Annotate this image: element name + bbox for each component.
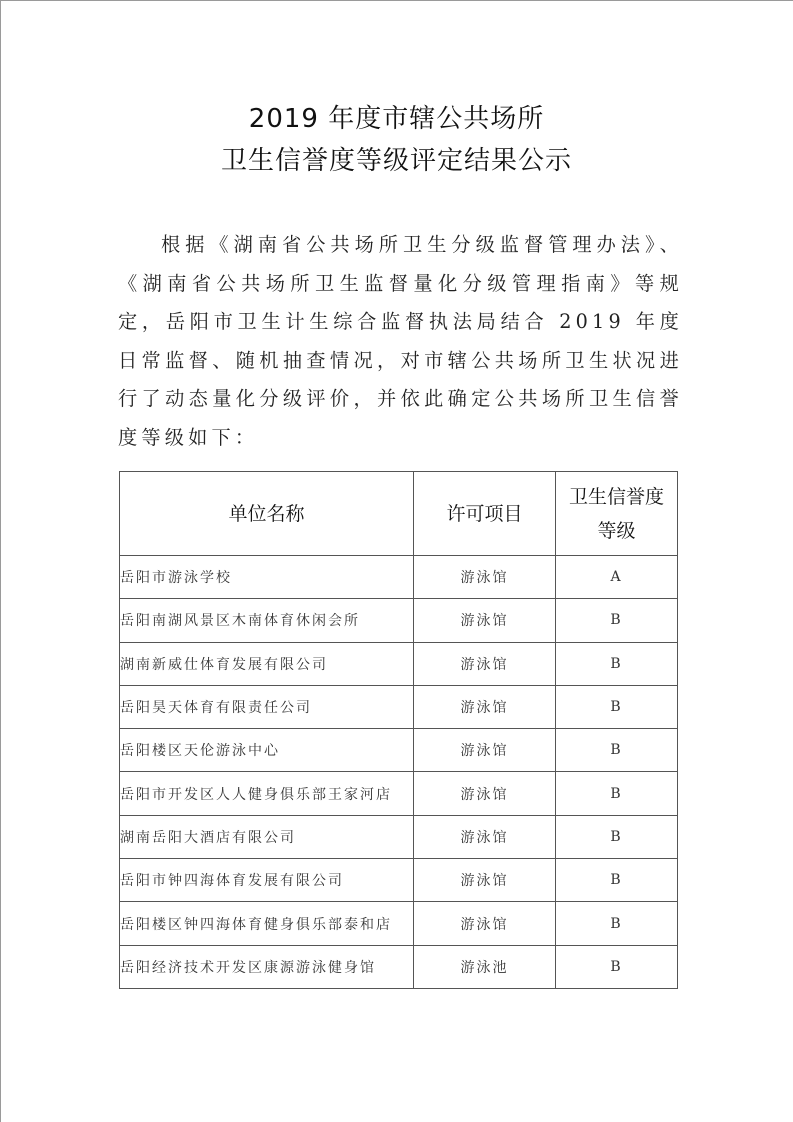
cell-unit-name: 岳阳楼区天伦游泳中心 [120,729,414,772]
cell-grade: B [556,685,678,728]
hygiene-grade-table [119,471,678,989]
table-row [120,902,678,945]
cell-unit-name: 湖南新威仕体育发展有限公司 [120,642,414,685]
cell-unit-name: 岳阳楼区钟四海体育健身俱乐部泰和店 [120,902,414,945]
table-row [120,815,678,858]
table-header-row [120,472,678,556]
cell-grade: B [556,772,678,815]
cell-license-item: 游泳馆 [414,859,556,902]
header-credit-grade [556,472,678,556]
table-row [120,772,678,815]
header-license-item: 许可项目 [414,472,556,556]
cell-license-item: 游泳馆 [414,815,556,858]
header-credit-grade-line2: 等级 [597,519,636,542]
cell-unit-name: 岳阳市钟四海体育发展有限公司 [120,859,414,902]
cell-license-item: 游泳馆 [414,556,556,599]
header-unit-name: 单位名称 [120,472,414,556]
header-credit-grade-line1: 卫生信誉度 [568,485,664,508]
cell-unit-name: 岳阳昊天体育有限责任公司 [120,685,414,728]
cell-grade: B [556,945,678,988]
cell-unit-name: 湖南岳阳大酒店有限公司 [120,815,414,858]
table-row [120,642,678,685]
cell-license-item: 游泳池 [414,945,556,988]
cell-unit-name: 岳阳南湖风景区木南体育休闲会所 [120,599,414,642]
cell-license-item: 游泳馆 [414,729,556,772]
document-title-line-1: 2019 年度市辖公共场所 [248,104,545,134]
intro-paragraph: 根据《湖南省公共场所卫生分级监督管理办法》、《湖南省公共场所卫生监督量化分级管理指南》等规定，岳阳市卫生计生综合监督执法局结合 2019 年度日常监督、随机抽查情况，对市辖公共场所卫生状况进行了动态量化分级评价，并依此确定公共场所卫生信誉度等级如下： [118,233,683,449]
cell-unit-name: 岳阳市游泳学校 [120,556,414,599]
cell-unit-name: 岳阳市开发区人人健身俱乐部王家河店 [120,772,414,815]
cell-grade: B [556,859,678,902]
cell-license-item: 游泳馆 [414,772,556,815]
table-row [120,556,678,599]
cell-grade: B [556,599,678,642]
cell-grade: B [556,729,678,772]
table-row [120,945,678,988]
cell-grade: B [556,902,678,945]
cell-grade: A [556,556,678,599]
cell-license-item: 游泳馆 [414,642,556,685]
table-row [120,729,678,772]
table-row [120,685,678,728]
table-row [120,599,678,642]
cell-grade: B [556,815,678,858]
cell-grade: B [556,642,678,685]
cell-license-item: 游泳馆 [414,599,556,642]
cell-unit-name: 岳阳经济技术开发区康源游泳健身馆 [120,945,414,988]
cell-license-item: 游泳馆 [414,685,556,728]
document-title-line-2: 卫生信誉度等级评定结果公示 [220,146,572,176]
table-row [120,859,678,902]
cell-license-item: 游泳馆 [414,902,556,945]
